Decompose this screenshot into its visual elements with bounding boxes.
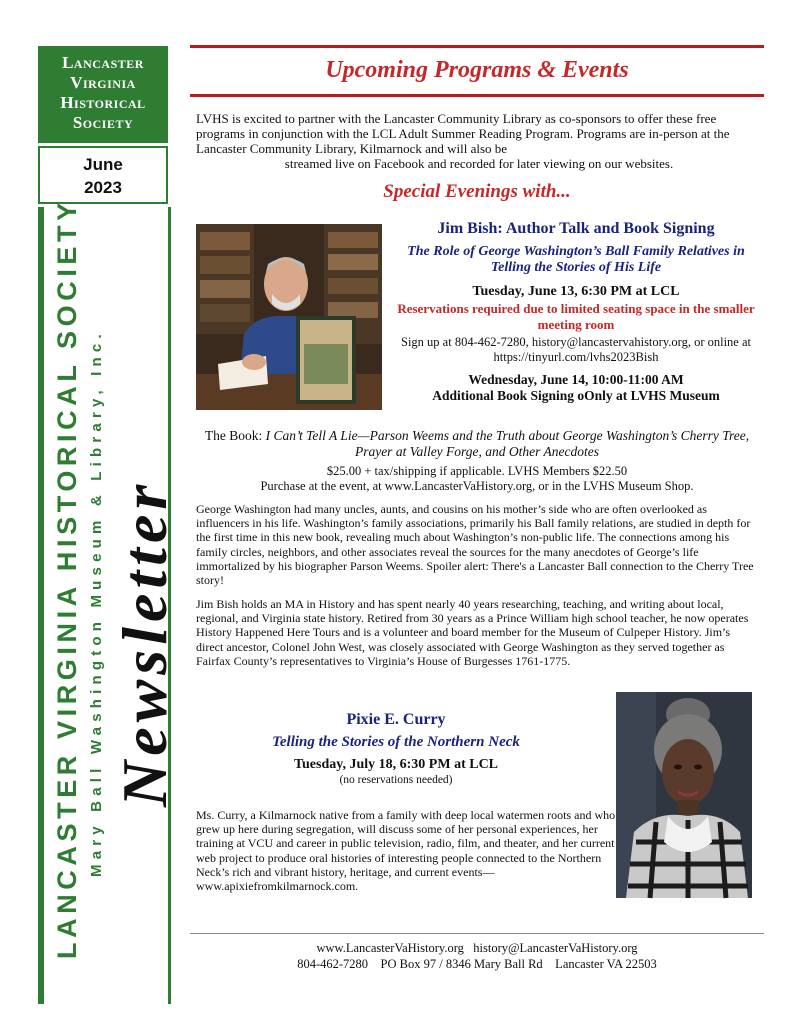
intro-text-last-line: streamed live on Facebook and recorded for later viewing on our websites. <box>284 156 674 171</box>
event-datetime: Tuesday, July 18, 6:30 PM at LCL <box>293 757 499 772</box>
footer-address: 804-462-7280 PO Box 97 / 8346 Mary Ball Rd Lancaster VA 22503 <box>297 957 657 971</box>
footer-rule <box>190 933 764 934</box>
event-pixie-curry <box>196 710 596 787</box>
main-content <box>190 0 767 1024</box>
issue-month: June <box>83 155 123 174</box>
author-bio-paragraph: Jim Bish holds an MA in History and has spent nearly 40 years researching, teaching, and writing about local, regional, and Virginia state history. Retired from 30 years as a Prince William high school teacher, he now operates History Happened Here Tours and is a volunteer and board member for the Museum of Culpeper History. Jim’s direct ancestor, Colonel John West, was closely associated with George Washington as they served together as Fairfax County’s representatives to Virginia’s House of Burgesses 1761-1775. <box>196 597 749 668</box>
title-underline-rule <box>190 94 764 97</box>
page-title: Upcoming Programs & Events <box>325 57 629 83</box>
event-datetime: Tuesday, June 13, 6:30 PM at LCL <box>472 284 680 299</box>
org-name-line: Lancaster <box>62 53 144 72</box>
issue-date-box <box>38 146 168 204</box>
second-location: Additional Book Signing oOnly at LVHS Museum <box>432 388 720 403</box>
pixie-curry-photo <box>616 692 752 898</box>
reservation-note: (no reservations needed) <box>339 774 453 786</box>
intro-paragraph <box>196 111 762 171</box>
org-name-line: Society <box>72 113 134 132</box>
reservation-notice: Reservations required due to limited seating space in the smaller meeting room <box>397 301 755 332</box>
second-datetime: Wednesday, June 14, 10:00-11:00 AM <box>468 372 684 387</box>
event-jim-bish <box>388 219 764 404</box>
event-title: Pixie E. Curry <box>346 711 446 728</box>
event-subtitle: The Role of George Washington’s Ball Family Relatives in Telling the Stories of His Life <box>407 244 745 275</box>
book-summary-paragraph: George Washington had many uncles, aunts, and cousins on his mother’s side who are often overlooked as influencers in his life. Washington’s family associations, primarily his Ball family relations, are studied in depth for the first time in this new book, revealing much about Washington’s non-public life. The connections among his family circles, neighbors, and other associates reveal the sources for the many anecdotes of George’s life immortalized by his biographer Parson Weems. Spoiler alert: There's a Lancaster Ball connection to the Cherry Tree story! <box>196 502 754 588</box>
vertical-masthead <box>44 198 180 1004</box>
vertical-society-title: LANCASTER VIRGINIA HISTORICAL SOCIETY <box>52 198 82 959</box>
org-name-line: Virginia <box>70 73 136 92</box>
book-description <box>190 428 764 460</box>
purchase-text: Purchase at the event, at www.LancasterVaHistory.org, or in the LVHS Museum Shop. <box>260 479 694 493</box>
top-rule <box>190 45 764 48</box>
event-subtitle: Telling the Stories of the Northern Neck <box>272 734 520 750</box>
signup-info: Sign up at 804-462-7280, history@lancastervahistory.org, or online at https://tinyurl.com/lvhs2023Bish <box>401 335 751 364</box>
event-title: Jim Bish: Author Talk and Book Signing <box>437 220 715 237</box>
vertical-newsletter-word: Newsletter <box>109 479 180 807</box>
footer-web-email: www.LancasterVaHistory.org history@LancasterVaHistory.org <box>316 941 638 955</box>
org-name-line: Historical <box>60 93 146 112</box>
intro-text: LVHS is excited to partner with the Lancaster Community Library as co-sponsors to offer these free programs in conjunction with the LCL Adult Summer Reading Program. Programs are in-person at the Lancaster Community Library, Kilmarnock and will also be <box>196 111 730 156</box>
jim-bish-photo <box>196 224 382 410</box>
price-text: $25.00 + tax/shipping if applicable. LVHS Members $22.50 <box>326 464 628 478</box>
price-info <box>190 464 764 494</box>
book-prefix: The Book: <box>204 428 266 443</box>
vertical-museum-subtitle: Mary Ball Washington Museum & Library, Inc. <box>88 329 105 877</box>
section-heading: Special Evenings with... <box>383 181 571 202</box>
org-name-box <box>38 46 168 143</box>
footer <box>190 940 764 972</box>
curry-bio-paragraph: Ms. Curry, a Kilmarnock native from a family with deep local watermen roots and who grew up here during segregation, will discuss some of her personal experiences, her training at VCU and career in public television, radio, film, and theater, and her current web project to produce oral histories of interesting people connected to the Northern Neck’s rich and vibrant history, heritage, and current events— www.apixiefromkilmarnock.com. <box>196 808 616 894</box>
book-title: I Can’t Tell A Lie—Parson Weems and the Truth about George Washington’s Cherry Tree, Prayer at Valley Forge, and Other Anecdotes <box>265 428 750 459</box>
issue-year: 2023 <box>84 178 122 197</box>
